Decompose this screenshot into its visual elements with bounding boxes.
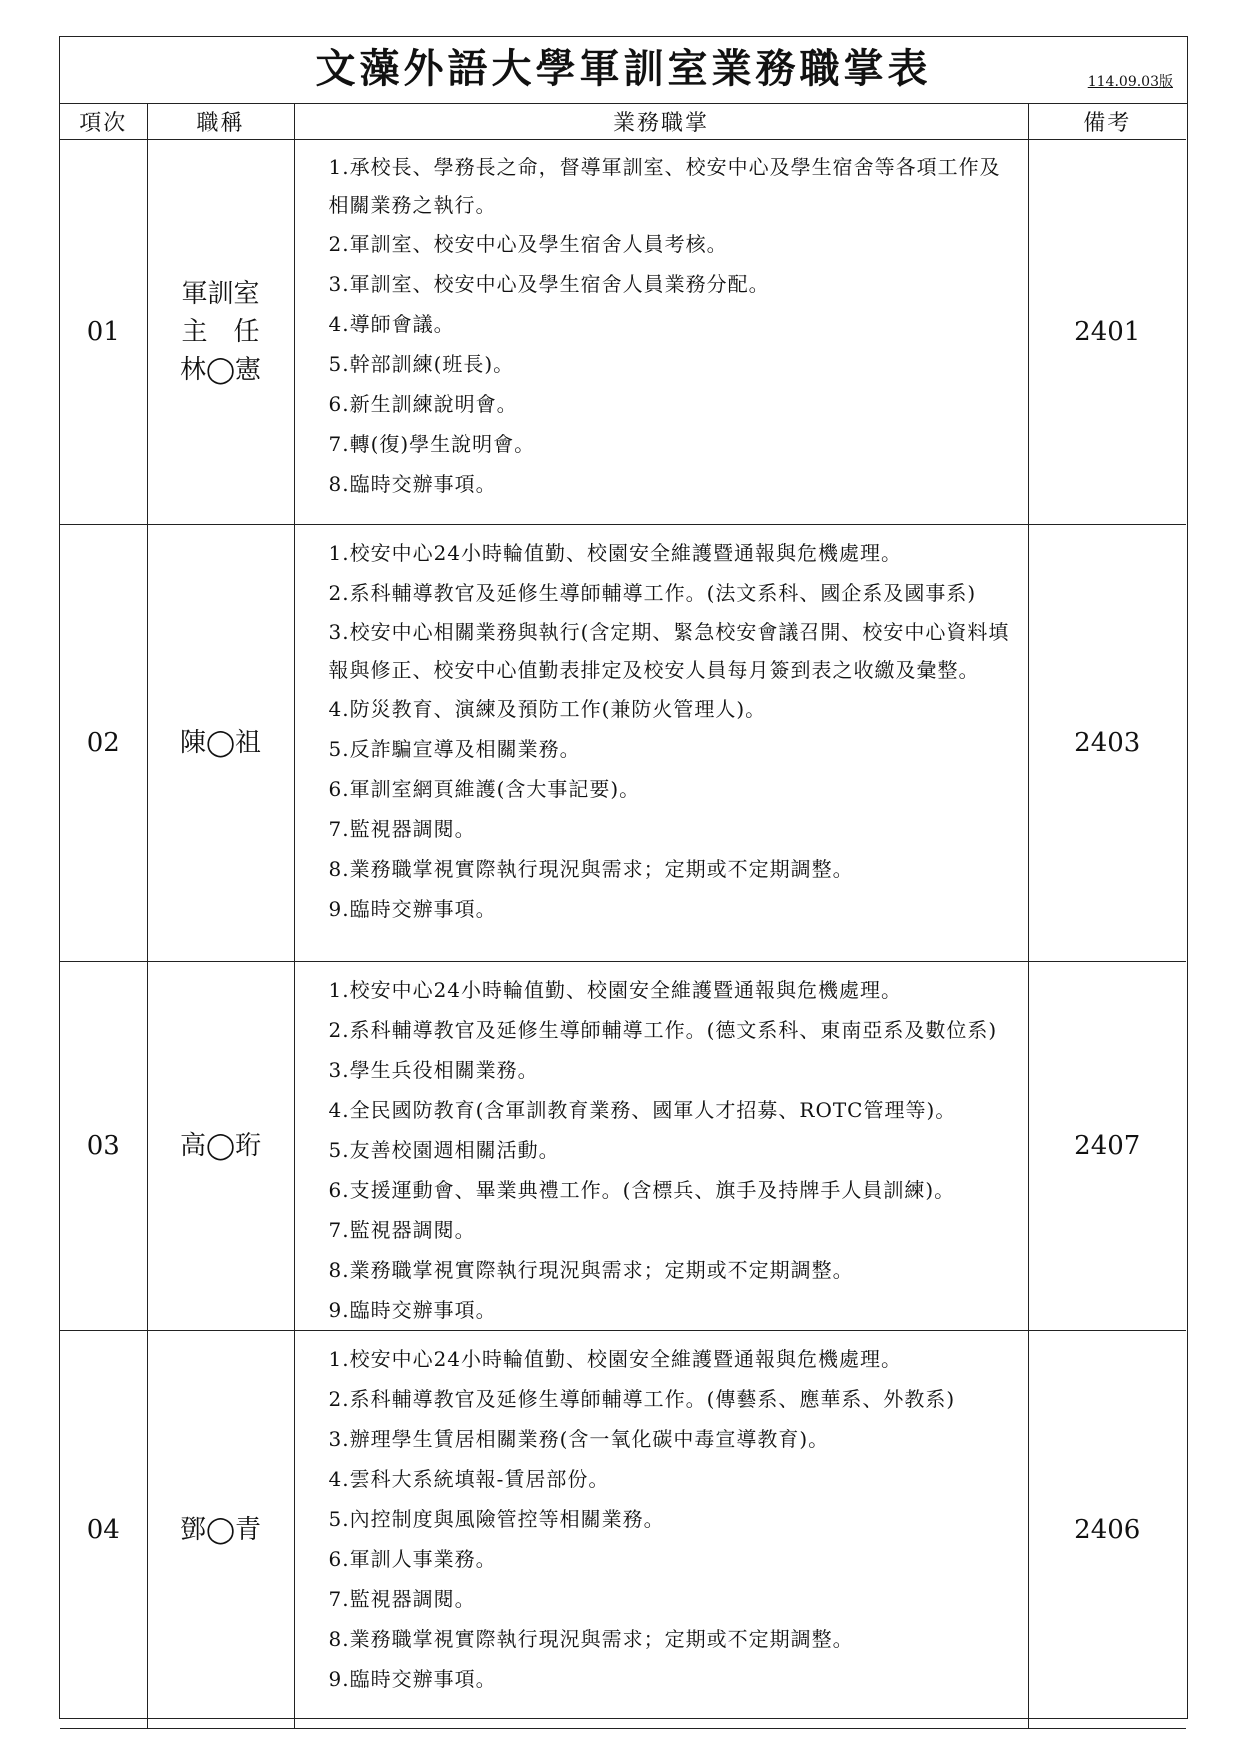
duties-cell	[294, 962, 1028, 1331]
name-line: 軍訓室	[181, 279, 260, 309]
duty-list	[307, 970, 1018, 1330]
header-duties: 業務職掌	[294, 104, 1028, 140]
duty-item: 8.業務職掌視實際執行現況與需求；定期或不定期調整。	[328, 1258, 854, 1282]
header-note: 備考	[1028, 104, 1186, 140]
row-no: 02	[60, 525, 147, 962]
table-row	[60, 962, 1186, 1331]
page-title: 文藻外語大學軍訓室業務職掌表	[315, 45, 932, 92]
title-row	[60, 37, 1187, 104]
duty-item: 5.友善校園週相關活動。	[328, 1138, 560, 1162]
table-row	[60, 140, 1186, 525]
staff-name	[147, 962, 294, 1331]
duty-item: 3.軍訓室、校安中心及學生宿舍人員業務分配。	[328, 272, 770, 296]
duty-item: 6.支援運動會、畢業典禮工作。(含標兵、旗手及持牌手人員訓練)。	[328, 1178, 956, 1202]
duty-item: 4.全民國防教育(含軍訓教育業務、國軍人才招募、ROTC管理等)。	[328, 1098, 957, 1122]
duty-item: 2.系科輔導教官及延修生導師輔導工作。(德文系科、東南亞系及數位系)	[328, 1018, 998, 1042]
duty-table	[60, 104, 1186, 1729]
name-line: 主 任	[181, 317, 260, 347]
duty-item: 1.校安中心24小時輪值勤、校園安全維護暨通報與危機處理。	[328, 978, 903, 1002]
duty-item: 6.軍訓室網頁維護(含大事記要)。	[328, 777, 641, 801]
name-line: 林◯憲	[179, 355, 262, 385]
duty-item: 4.防災教育、演練及預防工作(兼防火管理人)。	[328, 697, 767, 721]
name-line: 高◯珩	[179, 1131, 262, 1161]
row-no: 03	[60, 962, 147, 1331]
duty-item: 5.幹部訓練(班長)。	[328, 352, 515, 376]
name-line: 陳◯祖	[179, 728, 262, 758]
duty-table-sheet	[59, 36, 1188, 1719]
duty-item: 8.業務職掌視實際執行現況與需求；定期或不定期調整。	[328, 857, 854, 881]
duties-cell	[294, 525, 1028, 962]
duties-cell	[294, 1331, 1028, 1729]
duty-item: 3.學生兵役相關業務。	[328, 1058, 539, 1082]
duty-item: 8.臨時交辦事項。	[328, 472, 497, 496]
duty-item: 3.校安中心相關業務與執行(含定期、緊急校安會議召開、校安中心資料填報與修正、校安中心值勤表排定及校安人員每月簽到表之收繳及彙整。	[328, 620, 1010, 682]
duty-item: 5.反詐騙宣導及相關業務。	[328, 737, 581, 761]
header-row	[60, 104, 1186, 140]
extension-number: 2403	[1028, 525, 1186, 962]
duties-cell	[294, 140, 1028, 525]
duty-item: 6.軍訓人事業務。	[328, 1547, 497, 1571]
staff-name	[147, 1331, 294, 1729]
row-no: 04	[60, 1331, 147, 1729]
duty-item: 2.系科輔導教官及延修生導師輔導工作。(傳藝系、應華系、外教系)	[328, 1387, 956, 1411]
duty-list	[307, 1339, 1018, 1699]
duty-item: 1.校安中心24小時輪值勤、校園安全維護暨通報與危機處理。	[328, 541, 903, 565]
name-line: 鄧◯青	[179, 1514, 262, 1545]
duty-item: 1.校安中心24小時輪值勤、校園安全維護暨通報與危機處理。	[328, 1347, 903, 1371]
staff-name	[147, 525, 294, 962]
extension-number: 2406	[1028, 1331, 1186, 1729]
duty-item: 8.業務職掌視實際執行現況與需求；定期或不定期調整。	[328, 1627, 854, 1651]
duty-list	[307, 148, 1018, 504]
duty-item: 7.監視器調閱。	[328, 1587, 476, 1611]
extension-number: 2407	[1028, 962, 1186, 1331]
table-row	[60, 1331, 1186, 1729]
version-label: 114.09.03版	[1087, 74, 1173, 90]
duty-item: 7.轉(復)學生說明會。	[328, 432, 536, 456]
duty-list	[307, 533, 1018, 929]
table-row	[60, 525, 1186, 962]
duty-item: 6.新生訓練說明會。	[328, 392, 518, 416]
extension-number: 2401	[1028, 140, 1186, 525]
duty-item: 4.雲科大系統填報-賃居部份。	[328, 1467, 610, 1491]
duty-item: 3.辦理學生賃居相關業務(含一氧化碳中毒宣導教育)。	[328, 1427, 830, 1451]
duty-item: 4.導師會議。	[328, 312, 455, 336]
header-title: 職稱	[147, 104, 294, 140]
header-no: 項次	[60, 104, 147, 140]
duty-item: 7.監視器調閱。	[328, 1218, 476, 1242]
duty-item: 9.臨時交辦事項。	[328, 1667, 497, 1691]
staff-name	[147, 140, 294, 525]
duty-item: 7.監視器調閱。	[328, 817, 476, 841]
duty-item: 2.軍訓室、校安中心及學生宿舍人員考核。	[328, 232, 728, 256]
row-no: 01	[60, 140, 147, 525]
duty-item: 5.內控制度與風險管控等相關業務。	[328, 1507, 665, 1531]
duty-item: 9.臨時交辦事項。	[328, 1298, 497, 1322]
duty-item: 9.臨時交辦事項。	[328, 897, 497, 921]
duty-item: 1.承校長、學務長之命，督導軍訓室、校安中心及學生宿舍等各項工作及相關業務之執行。	[328, 155, 1001, 217]
duty-item: 2.系科輔導教官及延修生導師輔導工作。(法文系科、國企系及國事系)	[328, 581, 977, 605]
